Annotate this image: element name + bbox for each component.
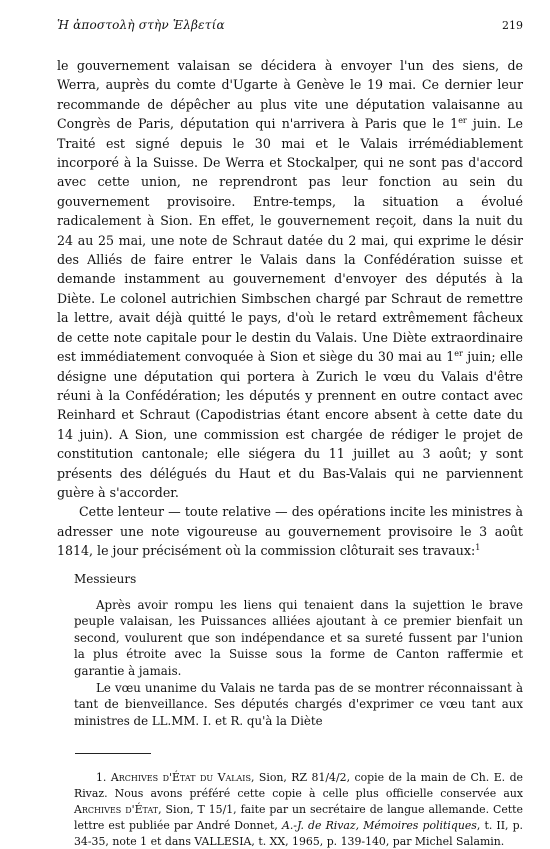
archive-name: Archives d'État du Valais bbox=[110, 771, 251, 785]
footnote-1 bbox=[74, 770, 523, 849]
footnote-number: 1. bbox=[96, 771, 107, 785]
letter-salutation: Messieurs bbox=[74, 571, 137, 586]
footnote-text-2: , Sion, T 15/1, faite par un secrétaire de langue allemande. Cette lettre est publiée par André Donnet, bbox=[74, 802, 523, 832]
letter-paragraph-2: Le vœu unanime du Valais ne tarda pas de se montrer réconnaissant à tant de bienveillance. Ses députés chargés d'exprimer ce vœu tant aux ministres de LL.MM. I. et R. qu'à la Diète bbox=[74, 680, 523, 728]
paragraph-1-part-b: juin. Le Traité est signé depuis le 30 mai et le Valais irrémédiablement incorporé à la Suisse. De Werra et Stockalper, qui ne sont pas d'accord avec cette union, ne reprendront pas leur fonction au sein du gouvernement provisoire. Entre-temps, la situation a évolué radicalement à Sion. En effet, le gouvernement reçoit, dans la nuit du 24 au 25 mai, une note de Schraut datée du 2 mai, qui exprime le désir des Alliés de faire entrer le Valais dans la Confédération suisse et demande instamment au gouvernement d'envoyer des députés à la Diète. Le colonel autrichien Simbschen chargé par Schraut de remettre la lettre, avait déjà quitté le pays, d'où le retard extrêmement fâcheux de cette note capitale pour le destin du Valais. Une Diète extraordinaire est immédiatement convoquée à Sion et siège du 30 mai au 1 bbox=[57, 116, 523, 365]
running-header bbox=[57, 18, 523, 36]
footnote-text-3: , t. II, p. 34-35, note 1 et dans VALLESIA, t. XX, 1965, p. 139-140, par Michel Salamin. bbox=[74, 818, 524, 848]
book-title: A.-J. de Rivaz, Mémoires politiques bbox=[281, 818, 477, 832]
page-number: 219 bbox=[502, 19, 523, 32]
paragraph-1 bbox=[57, 56, 523, 502]
footnote-divider bbox=[75, 753, 151, 754]
letter-paragraph-1: Après avoir rompu les liens qui tenaient dans la sujettion le brave peuple valaisan, les Puissances alliées ajoutant à ce premier bienfait un second, voulurent que son indépendance et sa sureté fussent par l'union la plus étroite avec la Suisse sous la forme de Canton raffermie et garantie à jamais. bbox=[74, 597, 523, 678]
footnote-text-1: , Sion, RZ 81/4/2, copie de la main de Ch. E. de Rivaz. Nous avons préféré cette copie à celle plus officielle conservée aux bbox=[74, 771, 524, 801]
ordinal-superscript: er bbox=[458, 116, 467, 126]
running-title: Ἡ ἀποστολὴ στὴν Ἑλβετία bbox=[57, 18, 225, 32]
document-page bbox=[57, 18, 523, 849]
paragraph-2-text: Cette lenteur — toute relative — des opérations incite les ministres à adresser une note vigoureuse au gouvernement provisoire le 3 août 1814, le jour précisément où la commission clôturait ses travaux: bbox=[57, 504, 523, 559]
footnote-reference: 1 bbox=[475, 543, 481, 553]
ordinal-superscript: er bbox=[454, 349, 463, 359]
archive-name: Archives d'État bbox=[74, 802, 159, 816]
quoted-letter bbox=[74, 570, 523, 730]
paragraph-2 bbox=[57, 502, 523, 560]
paragraph-1-part-a: le gouvernement valaisan se décidera à envoyer l'un des siens, de Werra, auprès du comte d'Ugarte à Genève le 19 mai. Ce dernier leur recommande de dépêcher au plus vite une députation valaisanne au Congrès de Paris, députation qui n'arrivera à Paris que le 1 bbox=[57, 58, 523, 132]
paragraph-1-part-c: juin; elle désigne une députation qui portera à Zurich le vœu du Valais d'être réuni à la Confédération; les députés y prennent en outre contact avec Reinhard et Schraut (Capodistrias étant encore absent à cette date du 14 juin). A Sion, une commission est chargée de rédiger le projet de constitution cantonale; elle siégera du 11 juillet au 3 août; y sont présents des délégués du Haut et du Bas-Valais qui ne parviennent guère à s'accorder. bbox=[57, 349, 523, 500]
main-text bbox=[57, 56, 523, 561]
